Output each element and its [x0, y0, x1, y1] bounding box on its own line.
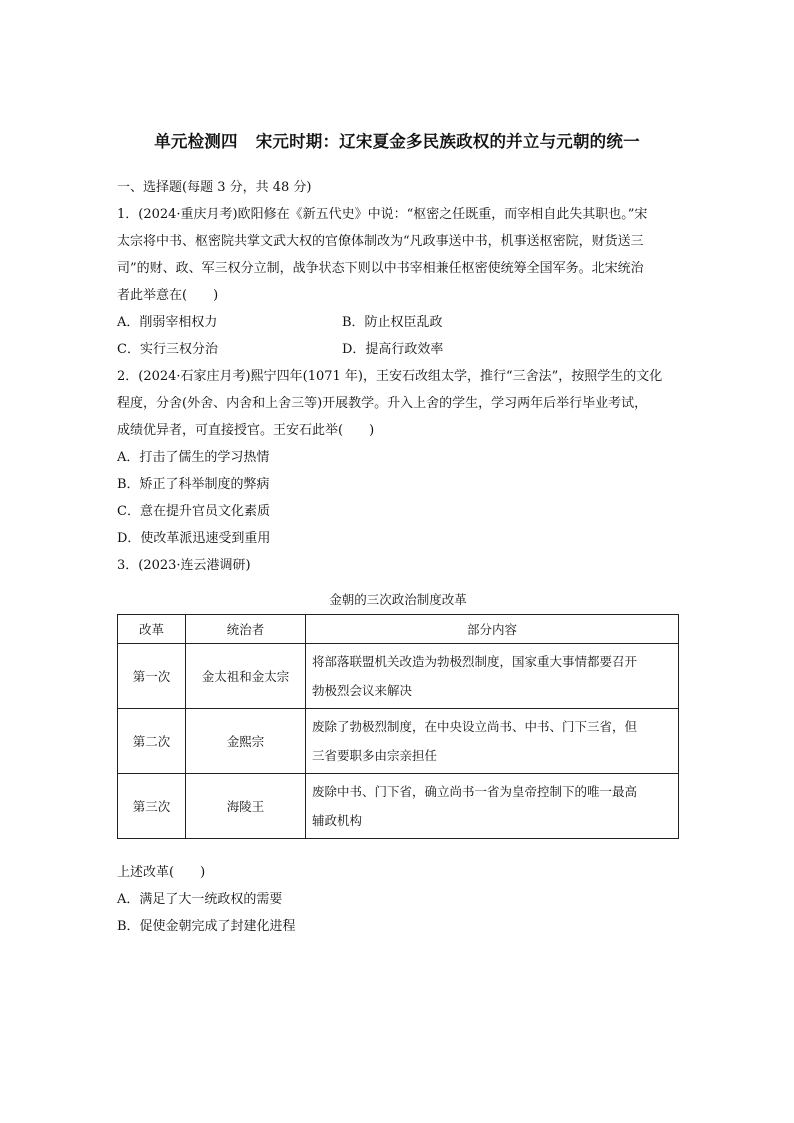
table-cell-content-line: 废除了勃极烈制度，在中央设立尚书、中书、门下三省，但: [312, 719, 638, 734]
question-1-line-4: 者此举意在( ): [117, 288, 219, 303]
question-3-intro: 3．(2023·连云港调研): [117, 558, 251, 573]
question-3-option-b: B．促使金朝完成了封建化进程: [117, 919, 296, 934]
table-cell-content-line: 废除中书、门下省，确立尚书一省为皇帝控制下的唯一最高: [312, 784, 638, 799]
table-cell-content: [306, 644, 679, 709]
question-3-option-a: A．满足了大一统政权的需要: [117, 892, 283, 907]
page-title: [0, 128, 794, 152]
question-1-option-b: B．防止权臣乱政: [342, 315, 443, 330]
table-header-ruler: 统治者: [186, 615, 306, 644]
table-cell-ruler: 金太祖和金太宗: [186, 644, 306, 709]
question-1-options-row-2: [117, 336, 679, 363]
question-1-line-3: 司”的财、政、军三权分立制，战争状态下则以中书宰相兼任枢密使统筹全国军务。北宋统治: [117, 261, 644, 276]
question-2-line-3: 成绩优异者，可直接授官。王安石此举( ): [117, 423, 375, 438]
table-cell-content-line: 辅政机构: [312, 813, 363, 828]
table-header-reform: 改革: [118, 615, 186, 644]
section-heading: 一、选择题(每题 3 分，共 48 分): [117, 180, 312, 195]
question-2-option-c: C．意在提升官员文化素质: [117, 504, 270, 519]
table-caption: 金朝的三次政治制度改革: [329, 592, 467, 607]
question-2-option-b: B．矫正了科举制度的弊病: [117, 477, 270, 492]
table-row: [118, 644, 679, 709]
table-cell-reform: 第二次: [118, 709, 186, 774]
table-cell-reform: 第一次: [118, 644, 186, 709]
reform-table: [117, 614, 679, 839]
table-header-row: [118, 615, 679, 644]
question-3: [117, 552, 679, 940]
question-3-stem: 上述改革( ): [117, 865, 206, 880]
table-cell-content: [306, 709, 679, 774]
title-unit: 单元检测四: [154, 132, 238, 151]
table-row: [118, 709, 679, 774]
table-cell-ruler: 海陵王: [186, 774, 306, 839]
table-cell-ruler: 金熙宗: [186, 709, 306, 774]
table-cell-content-line: 将部落联盟机关改造为勃极烈制度，国家重大事情都要召开: [312, 654, 638, 669]
question-1-option-a: A．削弱宰相权力: [117, 315, 218, 330]
question-1-option-c: C．实行三权分治: [117, 342, 218, 357]
table-cell-content: [306, 774, 679, 839]
question-1-options-row-1: [117, 309, 679, 336]
question-1-line-1: 1．(2024·重庆月考)欧阳修在《新五代史》中说：“枢密之任既重，而宰相自此失其职也。”宋: [117, 207, 648, 222]
question-2-line-2: 程度，分舍(外舍、内舍和上舍三等)开展教学。升入上舍的学生，学习两年后举行毕业考试，: [117, 396, 648, 411]
table-cell-content-line: 三省要职多由宗亲担任: [312, 748, 438, 763]
document-body: [117, 174, 679, 940]
question-2-option-d: D．使改革派迅速受到重用: [117, 531, 271, 546]
question-2-line-1: 2．(2024·石家庄月考)熙宁四年(1071 年)，王安石改组太学，推行“三舍法”，按照学生的文化: [117, 369, 663, 384]
title-topic: 宋元时期：辽宋夏金多民族政权的并立与元朝的统一: [255, 132, 640, 151]
question-1: [117, 201, 679, 363]
table-header-content: 部分内容: [306, 615, 679, 644]
question-2-option-a: A．打击了儒生的学习热情: [117, 450, 270, 465]
question-2: [117, 363, 679, 552]
table-row: [118, 774, 679, 839]
question-1-line-2: 太宗将中书、枢密院共掌文武大权的官僚体制改为“凡政事送中书，机事送枢密院，财货送三: [117, 234, 644, 249]
table-cell-reform: 第三次: [118, 774, 186, 839]
table-cell-content-line: 勃极烈会议来解决: [312, 683, 413, 698]
question-1-option-d: D．提高行政效率: [342, 342, 444, 357]
